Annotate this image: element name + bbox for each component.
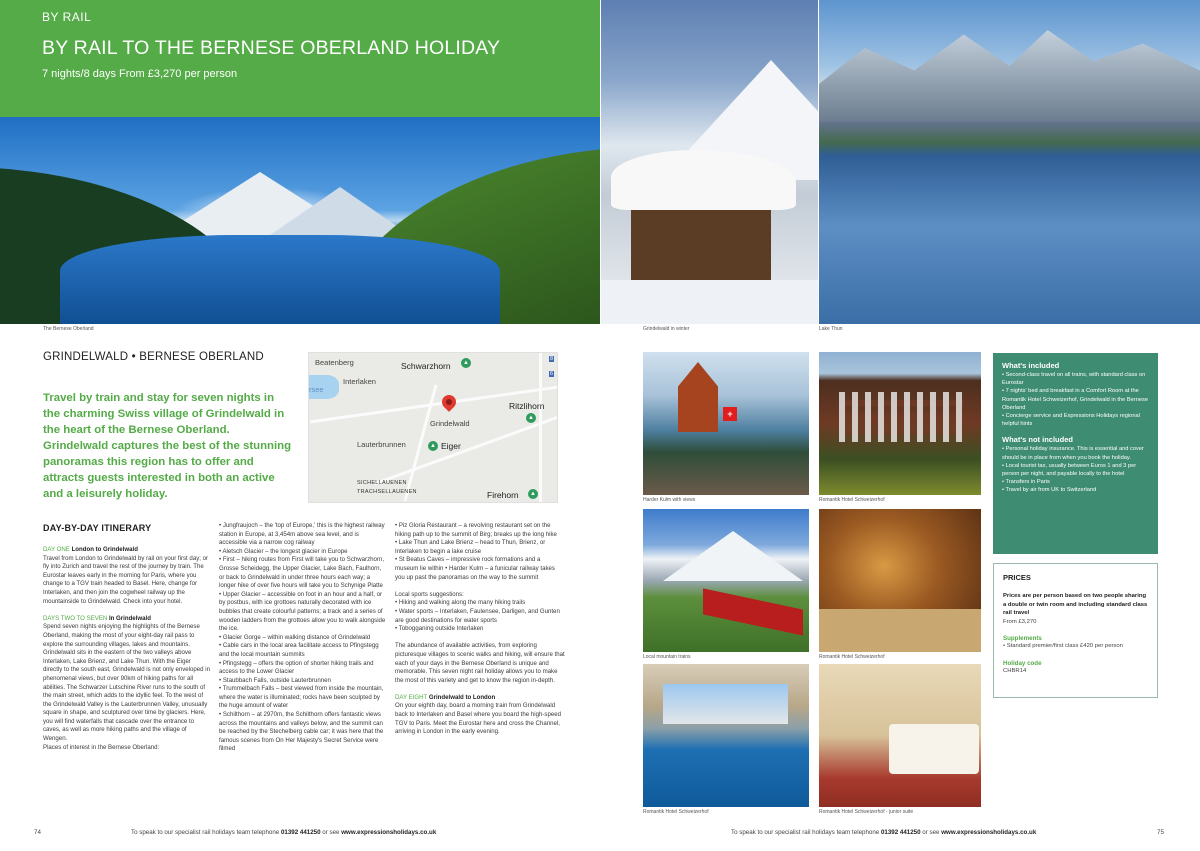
hotel-restaurant-photo [819, 509, 981, 652]
place-item: • Cable cars in the local area facilitate access to Pfingstegg and the local mountain summits [219, 642, 379, 658]
grindelwald-winter-photo [601, 0, 818, 324]
hotel-pool-photo [643, 664, 809, 807]
mountain-poi-icon[interactable]: ▲ [461, 358, 471, 368]
holiday-code-title: Holiday code [1003, 659, 1042, 667]
days-two-seven-heading [43, 615, 211, 624]
hotel-suite-caption: Romantik Hotel Schweizerhof - junior suite [819, 809, 914, 815]
map-label-grindelwald: Grindelwald [430, 419, 470, 428]
location-pin-icon[interactable] [439, 392, 459, 412]
footer-contact-left [131, 829, 436, 836]
bernese-oberland-caption: The Bernese Oberland [43, 326, 94, 332]
day-one-label: DAY ONE [43, 546, 70, 553]
itinerary-heading: DAY-BY-DAY ITINERARY [43, 523, 152, 533]
map-label-lauterbrunnen: Lauterbrunnen [357, 440, 406, 449]
footer-phone[interactable]: 01392 441250 [880, 829, 921, 836]
hotel-pool-caption: Romantik Hotel Schweizerhof [643, 809, 709, 815]
footer-website-link[interactable]: www.expressionsholidays.co.uk [341, 829, 437, 836]
place-item: • St Beatus Caves – impressive rock formations and a museum lie within • Harder Kulm – a funicular railway takes you up past the panoramas on the way to the summit [395, 556, 555, 581]
mountain-poi-icon[interactable]: ▲ [428, 441, 438, 451]
place-item: • First – hiking routes from First will take you to Schwarzhorn, Grosse Scheidegg, the Upper Glacier, Lake Bach, Faulhorn, or back to Grindelwald in under three hours each way; a longer hike of over five hours will take you to Schynige Platte [219, 556, 385, 590]
place-item: • Lake Thun and Lake Brienz – head to Thun, Brienz, or Interlaken to begin a lake cruise [395, 539, 546, 555]
closing-paragraph: The abundance of available activities, from exploring picturesque villages to scenic walks and hiking, will ensure that each of your days in the Bernese Oberland is unique and memorable. This seven night rail holiday allows you to make the most of this variety and get to know the region in-depth. [395, 642, 565, 684]
supplements-title: Supplements [1003, 635, 1042, 643]
hotel-restaurant-caption: Romantik Hotel Schweizerhof [819, 654, 885, 660]
included-item: • Second-class travel on all trains, with standard class on Eurostar [1002, 372, 1146, 387]
prices-title: PRICES [1003, 573, 1031, 582]
section-label: BY RAIL [42, 10, 92, 24]
place-item: • Pfingstegg – offers the option of shorter hiking trails and access to the Lower Glacier [219, 659, 374, 676]
day-eight-label: DAY EIGHT [395, 693, 428, 701]
lake-thun-caption: Lake Thun [819, 326, 843, 332]
supplements-item: • Standard premier/first class £420 per person [1003, 643, 1123, 650]
road-marker-8: 8 [550, 356, 554, 362]
day-eight-heading [395, 694, 565, 703]
footer-website-link[interactable]: www.expressionsholidays.co.uk [941, 829, 1037, 836]
included-item: • 7 nights' bed and breakfast in a Comfort Room at the Romantik Hotel Schweizerhof, Grindelwald in the Bernese Oberland [1002, 388, 1149, 411]
sports-intro: Local sports suggestions: [395, 590, 464, 598]
place-item: • Trummelbach Falls – best viewed from inside the mountain, where the water is illuminated; rocks have been sculpted by the huge amount of water [219, 685, 384, 710]
hotel-exterior-caption: Romantik Hotel Schweizerhof [819, 497, 885, 503]
days-two-seven-text: Spend seven nights enjoying the highlights of the Bernese Oberland, making the most of your eight-day rail pass to explore the surrounding villages, lakes and mountains. Grindelwald sits in the eastern of the two valleys above Interlaken, Lake Brienz, and Lake Thun. With the Eiger directly to the south east, Grindelwald is not only enveloped in phenomenal views, but over 90km of hiking paths for all abilities. The Schwarzer Lutschine River runs to the south of the main street, which adds to the idyllic feel. To the west of the Grindelwald Valley is the Lauterbrunnen Valley, unusually square in shape, and sculptured over time by glaciers. Here, you will find waterfalls that cascade over the entrance to caves, as well as more hiking paths and the village of Wengen. [43, 623, 210, 743]
mountain-poi-icon[interactable]: ▲ [526, 413, 536, 423]
map-label-ritzlihorn: Ritzlihorn [509, 401, 545, 411]
price-from: From £3,270 [1003, 618, 1037, 625]
map-label-interlaken: Interlaken [343, 377, 376, 386]
mountain-train-photo [643, 509, 809, 652]
not-included-item: • Personal holiday insurance. This is essential and cover should be in place from when you book the holiday. [1002, 446, 1144, 461]
place-item: • Piz Gloria Restaurant – a revolving restaurant set on the hiking path up to the summit of Birg; breaks up the long hike [395, 522, 557, 538]
included-item: • Concierge service and Expressions Holidays regional helpful hints [1002, 413, 1140, 428]
map-label-trachsellauenen: TRACHSELLAUENEN [357, 489, 417, 495]
map-label-eiger: Eiger [441, 441, 461, 451]
days-two-seven-label: DAYS TWO TO SEVEN [43, 614, 108, 622]
mountain-train-caption: Local mountain trains [643, 654, 691, 660]
place-item: • Staubbach Falls, outside Lauterbrunnen [219, 676, 331, 684]
not-included-item: • Local tourist tax, usually between Euros 1 and 3 per person per night, and payable locally to the hotel [1002, 462, 1137, 478]
holiday-duration-price: 7 nights/8 days From £3,270 per person [42, 68, 238, 80]
place-item: • Schilthorn – at 2970m, the Schilthorn offers fantastic views across the mountains and valleys below, and the summit can be reached by the Stechelberg cable car; it was here that the famous scenes from On Her Majesty's Secret Service were filmed [219, 711, 384, 753]
road-marker-6: 6 [550, 371, 554, 377]
location-map[interactable] [308, 352, 558, 503]
lake-thun-photo [819, 0, 1200, 324]
place-item: • Glacier Gorge – within walking distance of Grindelwald [219, 633, 371, 641]
itinerary-column-1 [43, 546, 211, 752]
bernese-oberland-photo [0, 117, 600, 324]
places-intro: Places of interest in the Bernese Oberland: [43, 743, 160, 751]
map-label-beatenberg: Beatenberg [315, 358, 354, 367]
page-number-left: 74 [34, 829, 41, 836]
mountain-poi-icon[interactable]: ▲ [528, 489, 538, 499]
sports-item: • Tobogganing outside Interlaken [395, 625, 484, 633]
harder-kulm-caption: Harder Kulm with views [643, 497, 696, 503]
page-title: BY RAIL TO THE BERNESE OBERLAND HOLIDAY [42, 37, 501, 59]
day-one-heading [43, 546, 211, 555]
intro-paragraph: Travel by train and stay for seven nights in the charming Swiss village of Grindelwald in the heart of the Bernese Oberland. Grindelwald captures the best of the stunning panoramas this region has to offer and attracts guests interested in both an active and a leisurely holiday. [43, 392, 292, 500]
not-included-title: What's not included [1002, 435, 1073, 445]
grindelwald-winter-caption: Grindelwald in winter [643, 326, 690, 332]
harder-kulm-photo: + [643, 352, 809, 495]
day-eight-text: On your eighth day, board a morning train from Grindelwald back to Interlaken and Basel where you board the high-speed TGV to Paris. Meet the Eurostar here and cross the Channel, arriving in London in the early evening. [395, 702, 561, 736]
included-title: What's included [1002, 361, 1060, 370]
map-label-lake-fragment: rsee [309, 385, 324, 394]
day-one-title: London to Grindelwald [71, 546, 138, 553]
footer-or: or see [922, 829, 940, 836]
footer-text: To speak to our specialist rail holidays team telephone [131, 829, 280, 836]
footer-text: To speak to our specialist rail holidays team telephone [731, 829, 880, 836]
hotel-exterior-photo [819, 352, 981, 495]
sports-item: • Water sports – Interlaken, Faulensee, Darligen, and Gunten are good destinations for water sports [395, 607, 560, 624]
holiday-code: CHBR14 [1003, 667, 1027, 674]
map-label-firehorn: Firehorn [487, 490, 519, 500]
footer-or: or see [322, 829, 340, 836]
inclusions-box [993, 353, 1158, 554]
itinerary-column-3 [395, 522, 565, 737]
place-item: • Jungfraujoch – the 'top of Europe,' this is the highest railway station in Europe, at 3,454m above sea level, and is accessible via a narrow cog railway [219, 522, 385, 547]
footer-contact-right [731, 829, 1036, 836]
not-included-item: • Travel by air from UK to Switzerland [1002, 487, 1097, 494]
page-number-right: 75 [1157, 829, 1164, 836]
day-one-text: Travel from London to Grindelwald by rail on your first day; or fly into Zurich and travel the rest of the journey by train. The Eurostar leaves early in the morning for Paris, where you change to a TGV train headed to Basel. Here, change for Interlaken, and then join the cogwheel railway up the mountainside to Grindelwald. Check into your hotel. [43, 554, 209, 605]
map-label-sichellauenen: SICHELLAUENEN [357, 480, 407, 486]
prices-box [993, 563, 1158, 698]
prices-description: Prices are per person based on two people sharing a double or twin room and including standard class rail travel [1003, 593, 1148, 617]
not-included-item: • Transfers in Paris [1002, 479, 1050, 486]
hotel-suite-photo [819, 664, 981, 807]
location-heading: GRINDELWALD • BERNESE OBERLAND [43, 351, 264, 363]
days-two-seven-title: In Grindelwald [108, 614, 151, 622]
sports-item: • Hiking and walking along the many hiking trails [395, 599, 526, 607]
page-banner [0, 0, 600, 117]
map-label-schwarzhorn: Schwarzhorn [401, 361, 451, 371]
footer-phone[interactable]: 01392 441250 [280, 829, 321, 836]
day-eight-title: Grindelwald to London [428, 693, 496, 701]
itinerary-column-2 [219, 522, 387, 754]
place-item: • Upper Glacier – accessible on foot in an hour and a half, or by postbus, with ice grottoes naturally decorated with ice bubbles that create colourful patterns; a track and a series of wooden ladders from the grottoes allow you to walk alongside the ice. [219, 590, 386, 633]
place-item: • Aletsch Glacier – the longest glacier in Europe [219, 547, 348, 555]
